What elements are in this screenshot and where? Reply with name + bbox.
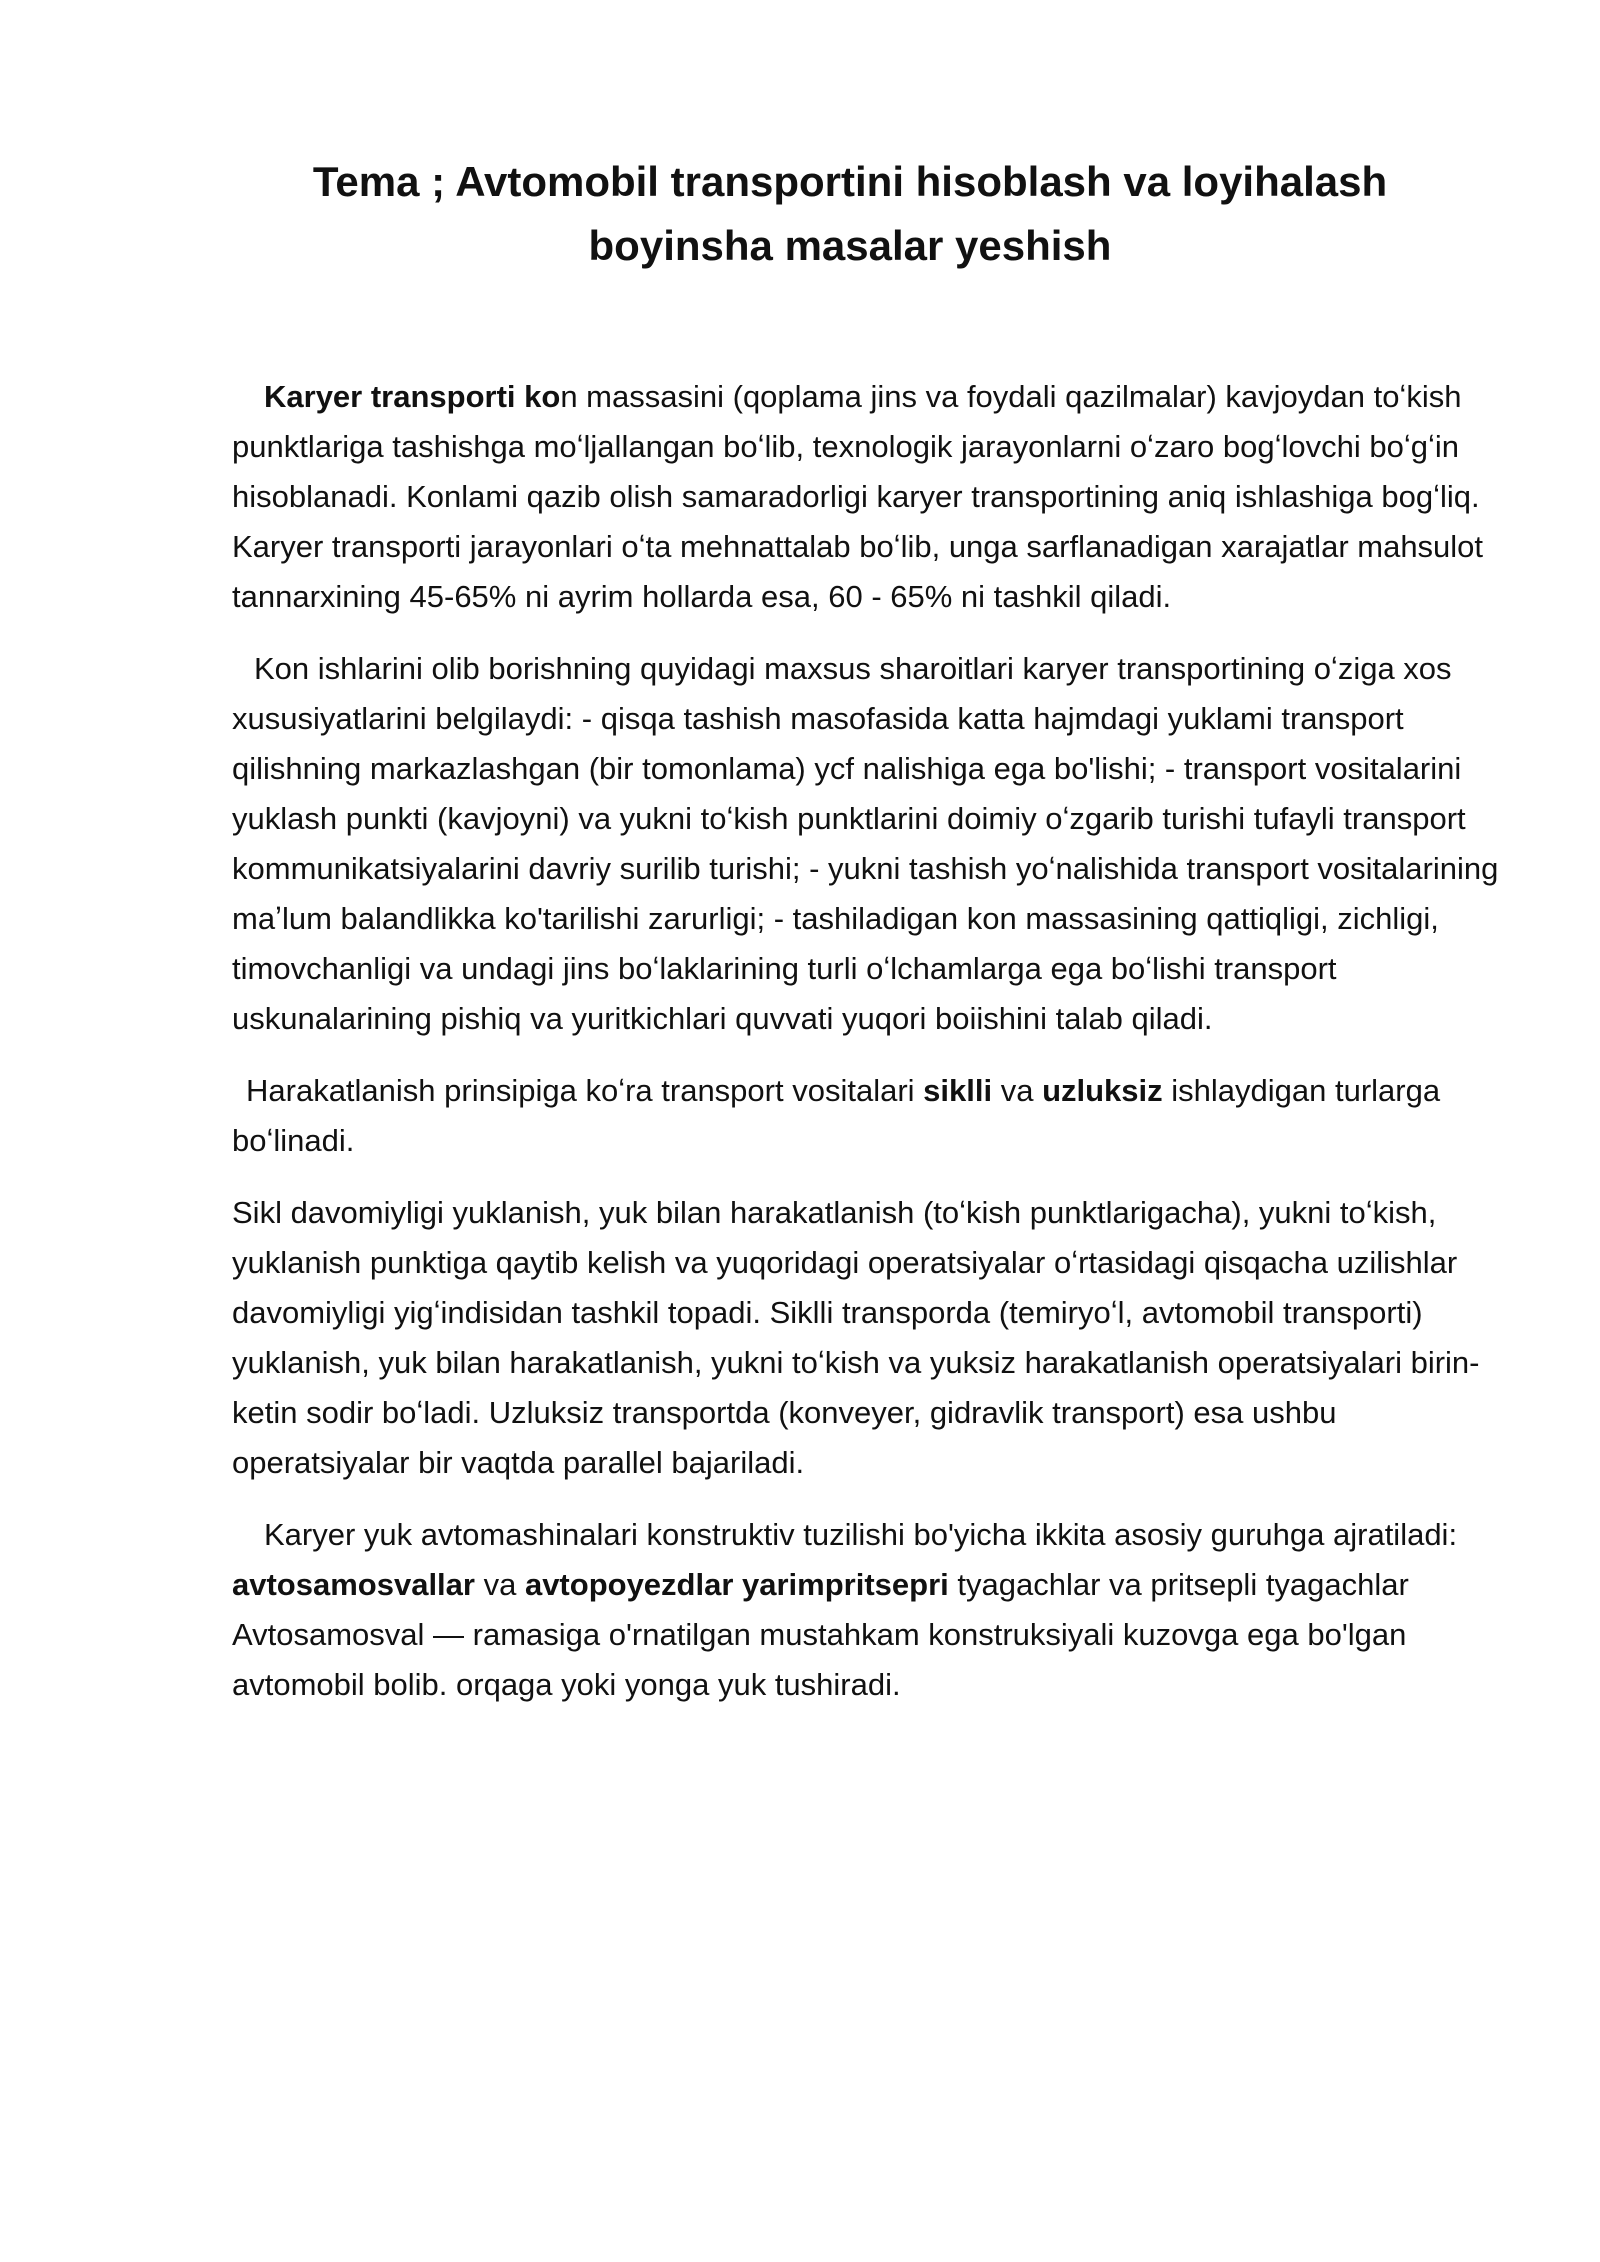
paragraph-karyer-transporti [232, 372, 1502, 622]
document-body [232, 372, 1502, 1732]
paragraph-text: Sikl davomiyligi yuklanish, yuk bilan harakatlanish (toʻkish punktlarigacha), yukni toʻkish, yuklanish punktiga qaytib kelish va yuqoridagi operatsiyalar oʻrtasidagi qisqacha uzilishlar davomiyligi yigʻindisidan tashkil topadi. Siklli transporda (temiryoʻl, avtomobil transporti) yuklanish, yuk bilan harakatlanish, yukni toʻkish va yuksiz harakatlanish operatsiyalari birin-ketin sodir boʻladi. Uzluksiz transportda (konveyer, gidravlik transport) esa ushbu operatsiyalar bir vaqtda parallel bajariladi. [232, 1195, 1480, 1480]
paragraph-harakatlanish [232, 1066, 1502, 1166]
paragraph-text: Karyer yuk avtomashinalari konstruktiv tuzilishi bo'yicha ikkita asosiy guruhga ajratiladi: [264, 1517, 1458, 1552]
paragraph-text: va [992, 1073, 1043, 1108]
bold-term-avtosamosvallar: avtosamosvallar [232, 1567, 475, 1602]
paragraph-text: Kon ishlarini olib borishning quyidagi maxsus sharoitlari karyer transportining oʻziga xos xususiyatlarini belgilaydi: - qisqa tashish masofasida katta hajmdagi yuklami transport qilishning markazlashgan (bir tomonlama) ycf nalishiga ega bo'lishi; - transport vositalarini yuklash punkti (kavjoyni) va yukni toʻkish punktlarini doimiy oʻzgarib turishi tufayli transport kommunikatsiyalarini davriy surilib turishi; - yukni tashish yoʻnalishida transport vositalarining maʼlum balandlikka ko'tarilishi zarurligi; - tashiladigan kon massasining qattiqligi, zichligi, timovchanligi va undagi jins boʻlaklarining turli oʻlchamlarga ega boʻlishi transport uskunalarining pishiq va yuritkichlari quvvati yuqori boiishini talab qiladi. [232, 651, 1499, 1036]
paragraph-sikl-davomiyligi [232, 1188, 1502, 1488]
paragraph-kon-ishlari [232, 644, 1502, 1044]
bold-term-siklli: siklli [923, 1073, 993, 1108]
paragraph-text: va [474, 1567, 525, 1602]
paragraph-karyer-yuk-avtomashinalari [232, 1510, 1502, 1710]
title-line-2: boyinsha masalar yeshish [588, 222, 1112, 269]
document-title [230, 150, 1470, 278]
bold-term-uzluksiz: uzluksiz [1042, 1073, 1163, 1108]
paragraph-text: Harakatlanish prinsipiga koʻra transport vositalari [246, 1073, 924, 1108]
paragraph-text: ishlaydigan turlarga boʻlinadi. [232, 1073, 1441, 1158]
bold-term: Karyer transporti ko [264, 379, 561, 414]
title-line-1: Tema ; Avtomobil transportini hisoblash va loyihalash [312, 158, 1388, 205]
paragraph-text: n massasini (qoplama jins va foydali qazilmalar) kavjoydan toʻkish punktlariga tashishga moʻljallangan boʻlib, texnologik jarayonlarni oʻzaro bogʻlovchi boʻgʻin hisoblanadi. Konlami qazib olish samaradorligi karyer transportining aniq ishlashiga bogʻliq. Karyer transporti jarayonlari oʻta mehnattalab boʻlib, unga sarflanadigan xarajatlar mahsulot tannarxining 45-65% ni ayrim hollarda esa, 60 - 65% ni tashkil qiladi. [232, 379, 1484, 614]
bold-term-avtopoyezdlar: avtopoyezdlar yarimpritsepri [524, 1567, 949, 1602]
paragraph-text: tyagachlar va pritsepli tyagachlar Avtosamosval — ramasiga o'rnatilgan mustahkam konstruksiyali kuzovga ega bo'lgan avtomobil bolib. orqaga yoki yonga yuk tushiradi. [232, 1567, 1409, 1702]
